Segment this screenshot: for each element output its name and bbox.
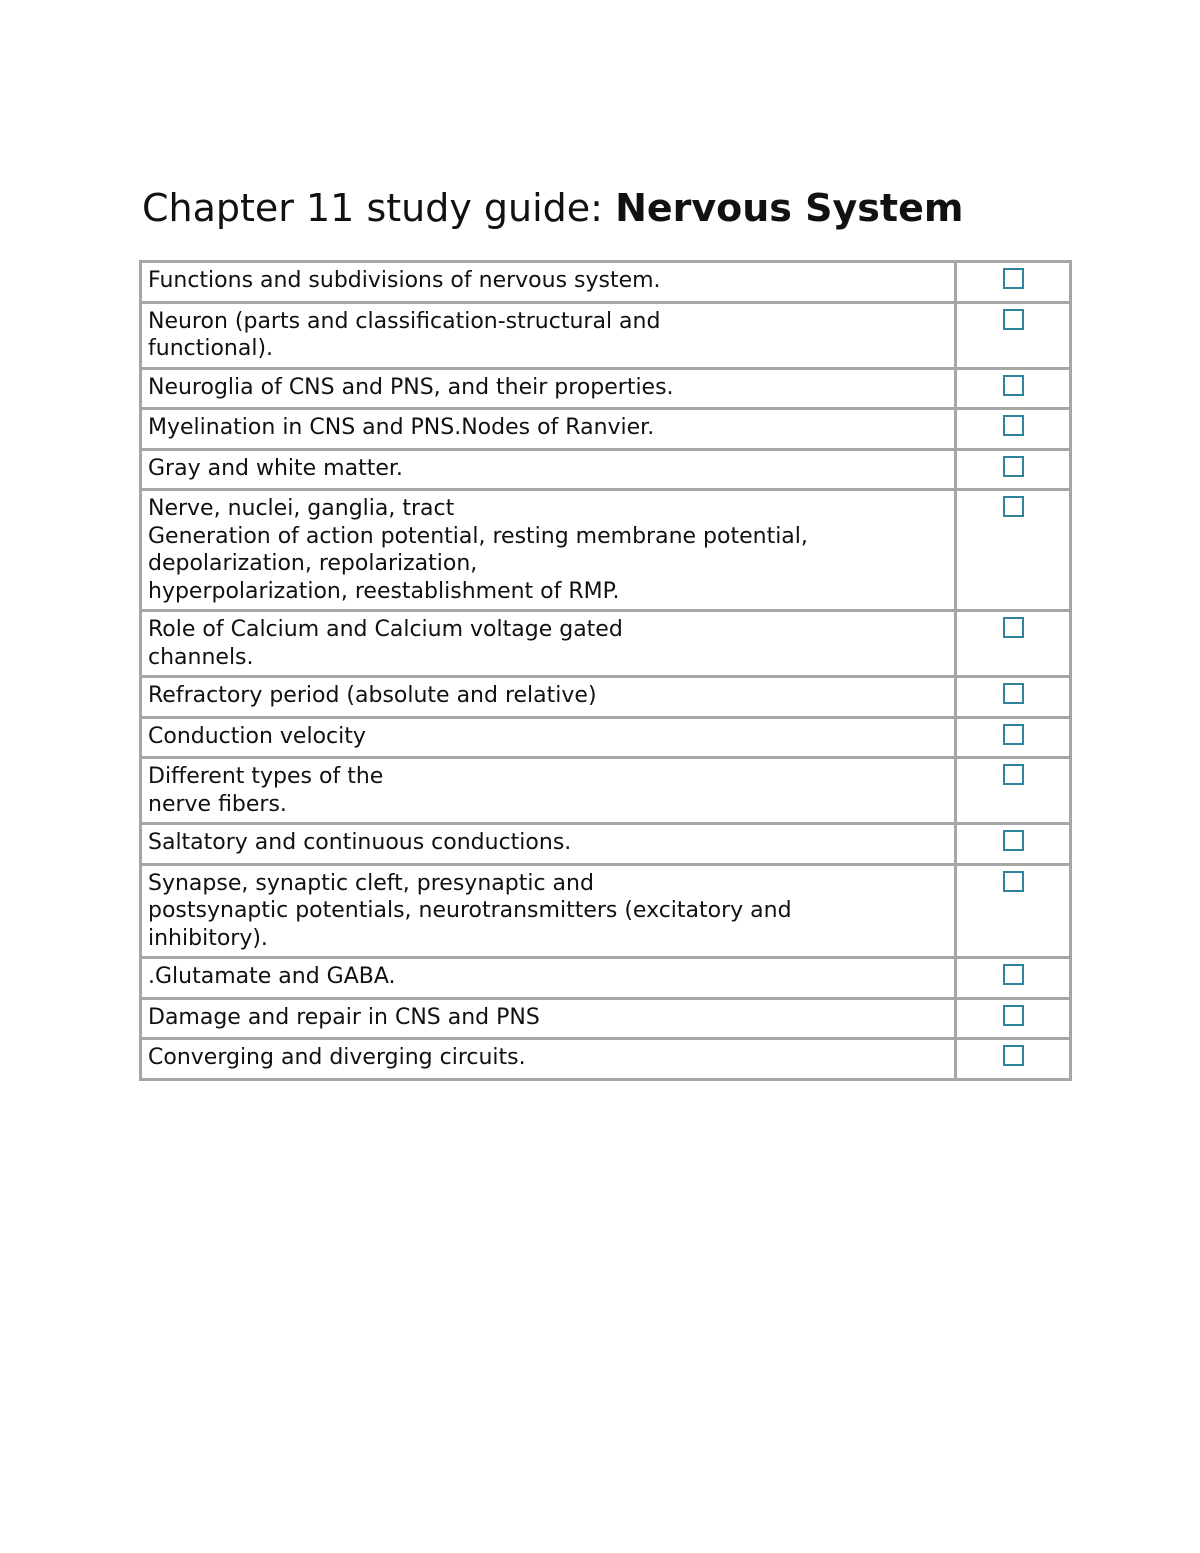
topic-text: Saltatory and continuous conductions. <box>148 830 572 855</box>
checkbox-cell <box>956 677 1071 718</box>
checkbox[interactable] <box>1003 496 1024 517</box>
topic-text: Synapse, synaptic cleft, presynaptic and postsynaptic potentials, neurotransmitters (excitatory and inhibitory). <box>148 870 792 951</box>
topic-text: Myelination in CNS and PNS.Nodes of Ranvier. <box>148 415 655 440</box>
topic-cell <box>141 717 956 758</box>
topic-text: .Glutamate and GABA. <box>148 964 396 989</box>
table-row <box>141 758 1071 824</box>
topic-cell <box>141 1039 956 1080</box>
table-row <box>141 409 1071 450</box>
title-prefix: Chapter 11 study guide: <box>142 186 616 230</box>
checkbox[interactable] <box>1003 309 1024 330</box>
topic-cell <box>141 824 956 865</box>
table-row <box>141 958 1071 999</box>
topic-text: Role of Calcium and Calcium voltage gated channels. <box>148 617 623 670</box>
checkbox-cell <box>956 998 1071 1039</box>
topic-text: Neuron (parts and classification-structural and functional). <box>148 308 661 361</box>
topic-cell <box>141 864 956 958</box>
checkbox[interactable] <box>1003 456 1024 477</box>
topic-cell <box>141 611 956 677</box>
page-title <box>142 184 963 232</box>
topic-cell <box>141 368 956 409</box>
checkbox-cell <box>956 449 1071 490</box>
topic-cell <box>141 958 956 999</box>
topic-cell <box>141 262 956 303</box>
checkbox[interactable] <box>1003 1045 1024 1066</box>
checkbox[interactable] <box>1003 1005 1024 1026</box>
table-row <box>141 677 1071 718</box>
checkbox-cell <box>956 958 1071 999</box>
table-row <box>141 824 1071 865</box>
checkbox-cell <box>956 262 1071 303</box>
topic-text: Neuroglia of CNS and PNS, and their properties. <box>148 374 674 400</box>
table-row <box>141 302 1071 368</box>
checkbox-cell <box>956 864 1071 958</box>
checkbox[interactable] <box>1003 964 1024 985</box>
checkbox-cell <box>956 824 1071 865</box>
table-row <box>141 368 1071 409</box>
table-row <box>141 864 1071 958</box>
checkbox[interactable] <box>1003 617 1024 638</box>
topic-cell <box>141 490 956 611</box>
topic-cell <box>141 998 956 1039</box>
table-row <box>141 262 1071 303</box>
topic-text: Conduction velocity <box>148 723 366 749</box>
table-row <box>141 611 1071 677</box>
topic-text: Gray and white matter. <box>148 455 403 481</box>
checkbox[interactable] <box>1003 268 1024 289</box>
checkbox[interactable] <box>1003 871 1024 892</box>
table-row <box>141 490 1071 611</box>
title-bold: Nervous System <box>615 186 964 230</box>
topic-text: Converging and diverging circuits. <box>148 1045 526 1070</box>
checkbox[interactable] <box>1003 724 1024 745</box>
checkbox-cell <box>956 302 1071 368</box>
checkbox-cell <box>956 368 1071 409</box>
checkbox[interactable] <box>1003 764 1024 785</box>
checkbox-cell <box>956 490 1071 611</box>
checkbox[interactable] <box>1003 375 1024 396</box>
topic-text: Refractory period (absolute and relative) <box>148 683 597 708</box>
topic-cell <box>141 677 956 718</box>
study-checklist-table <box>139 260 1072 1081</box>
checkbox-cell <box>956 409 1071 450</box>
table-row <box>141 1039 1071 1080</box>
topic-cell <box>141 409 956 450</box>
checkbox[interactable] <box>1003 830 1024 851</box>
checkbox[interactable] <box>1003 415 1024 436</box>
topic-cell <box>141 758 956 824</box>
topic-text: Nerve, nuclei, ganglia, tract Generation of action potential, resting membrane potential, depolarization, repolarization, hyperpolarization, reestablishment of RMP. <box>148 496 808 604</box>
table-row <box>141 998 1071 1039</box>
checkbox-cell <box>956 1039 1071 1080</box>
topic-text: Damage and repair in CNS and PNS <box>148 1004 540 1030</box>
table-row <box>141 717 1071 758</box>
topic-cell <box>141 302 956 368</box>
topic-cell <box>141 449 956 490</box>
topic-text: Functions and subdivisions of nervous system. <box>148 268 661 293</box>
checkbox-cell <box>956 758 1071 824</box>
checkbox-cell <box>956 611 1071 677</box>
table-row <box>141 449 1071 490</box>
topic-text: Different types of the nerve fibers. <box>148 764 384 817</box>
checkbox[interactable] <box>1003 683 1024 704</box>
checkbox-cell <box>956 717 1071 758</box>
